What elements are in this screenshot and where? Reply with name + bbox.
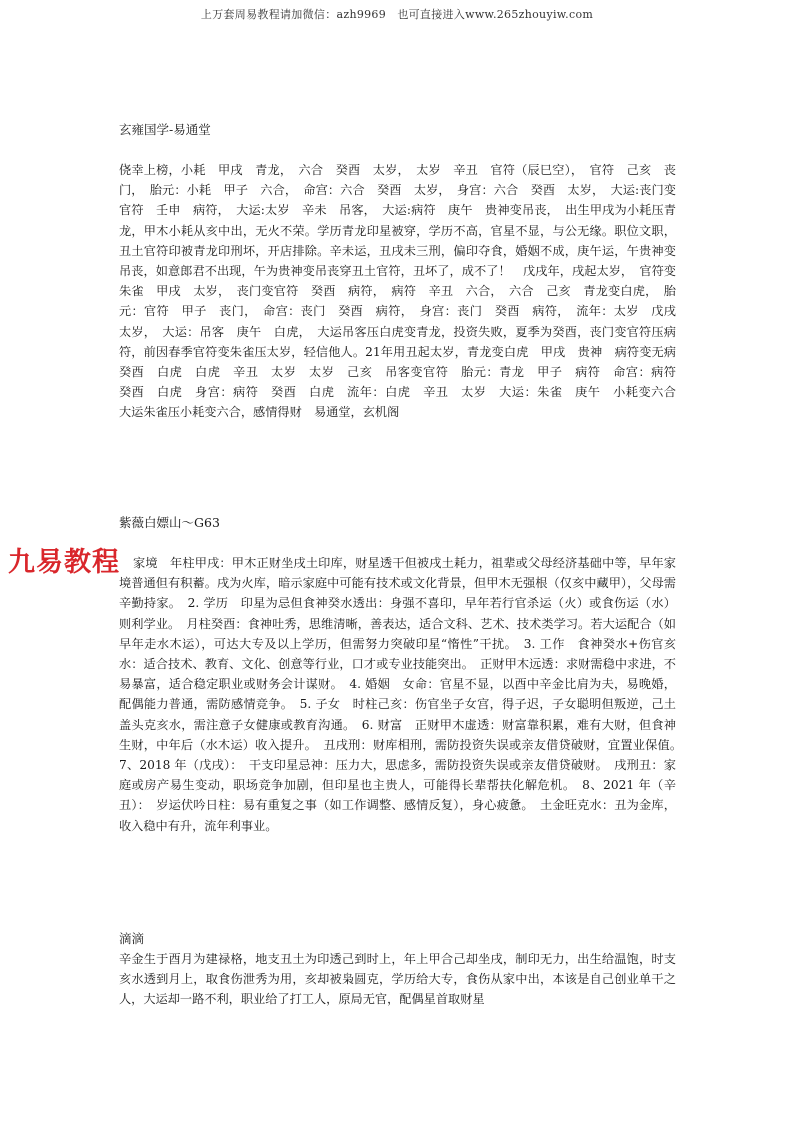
section-ziwei bbox=[119, 513, 689, 836]
section-body: 家境 年柱甲戌：甲木正财坐戌土印库，财星透干但被戌土耗力，祖辈或父母经济基础中等，早年家境普通但有积蓄。戌为火库，暗示家庭中可能有技术或文化背景，但甲木无强根（仅亥中藏甲），父母需辛勤持家。 2. 学历 印星为忌但食神癸水透出：身强不喜印，早年若行官杀运（火）或食伤运（水）则利学业。 月柱癸酉：食神吐秀，思维清晰，善表达，适合文科、艺术、技术类学习。若大运配合（如早年走水木运），可达大专及以上学历，但需努力突破印星“惰性”干扰。 3. 工作 食神癸水+伤官亥水：适合技术、教育、文化、创意等行业，口才或专业技能突出。 正财甲木远透：求财需稳中求进，不易暴富，适合稳定职业或财务会计谋财。 4. 婚姻 女命：官星不显，以酉中辛金比肩为夫，易晚婚，配偶能力普通，需防感情竞争。 5. 子女 时柱己亥：伤官坐子女宫，得子迟，子女聪明但叛逆，己土盖头克亥水，需注意子女健康或教育沟通。 6. 财富 正财甲木虚透：财富靠积累，难有大财，但食神生财，中年后（水木运）收入提升。 丑戌刑：财库相刑，需防投资失误或亲友借贷破财，宜置业保值。 7、2018 年（戊戌）： 干支印星忌神：压力大，思虑多，需防投资失误或亲友借贷破财。 戌刑丑：家庭或房产易生变动，职场竞争加剧，但印星也主贵人，可能得长辈帮扶化解危机。 8、2021 年（辛丑）： 岁运伏吟日柱：易有重复之事（如工作调整、感情反复），身心疲惫。 土金旺克水：丑为金库，收入稳中有升，流年利事业。 bbox=[119, 556, 689, 833]
page-header: 上万套周易教程请加微信：azh9969 也可直接进入www.265zhouyiw.com bbox=[200, 8, 594, 21]
section-body: 侥幸上榜，小耗 甲戌 青龙， 六合 癸酉 太岁， 太岁 辛丑 官符（辰巳空）， 官符 己亥 丧门， 胎元：小耗 甲子 六合， 命宫：六合 癸酉 太岁， 身宫：六合 癸酉 太岁， 大运:丧门变官符 壬申 病符， 大运:太岁 辛未 吊客， 大运:病符 庚午 贵神变吊丧， 出生甲戌为小耗压青龙，甲木小耗从亥中出，无火不荣。学历青龙印星被穿，学历不高，官星不显，与公无缘。职位文职，丑土官符印被青龙印刑坏，开店排除。辛未运，丑戌未三刑，偏印夺食，婚姻不成，庚午运，午贵神变吊丧，如意郎君不出现，午为贵神变吊丧穿丑土官符，丑坏了，成不了！ 戊戌年，戌起太岁， 官符变朱雀 甲戌 太岁， 丧门变官符 癸酉 病符， 病符 辛丑 六合， 六合 己亥 青龙变白虎， 胎元：官符 甲子 丧门， 命宫：丧门 癸酉 病符， 身宫：丧门 癸酉 病符， 流年：太岁 戊戌 太岁， 大运：吊客 庚午 白虎， 大运吊客压白虎变青龙，投资失败，夏季为癸酉，丧门变官符压病符，前因春季官符变朱雀压太岁，轻信他人。21年用丑起太岁，青龙变白虎 甲戌 贵神 病符变无病 癸酉 白虎 白虎 辛丑 太岁 太岁 己亥 吊客变官符 胎元：青龙 甲子 病符 命宫：病符 癸酉 白虎 身宫：病符 癸酉 白虎 流年：白虎 辛丑 太岁 大运：朱雀 庚午 小耗变六合 大运朱雀压小耗变六合，感情得财 易通堂，玄机阁 bbox=[119, 163, 689, 420]
section-xuanyong bbox=[119, 120, 689, 423]
section-didi bbox=[119, 929, 676, 1010]
section-body: 辛金生于酉月为建禄格，地支丑土为印透己到时上，年上甲合己却坐戌，制印无力，出生给温饱，时支亥水透到月上，取食伤泄秀为用，亥却被枭圆克，学历给大专，食伤从家中出，本该是自己创业单干之人，大运却一路不利，职业给了打工人，原局无官，配偶星首取财星 bbox=[119, 952, 676, 1007]
watermark-logo: 九易教程 bbox=[8, 547, 120, 578]
section-title: 滴滴 bbox=[119, 931, 145, 946]
section-title: 玄雍国学-易通堂 bbox=[119, 122, 211, 137]
section-title: 紫薇白嫖山～G63 bbox=[119, 515, 220, 530]
